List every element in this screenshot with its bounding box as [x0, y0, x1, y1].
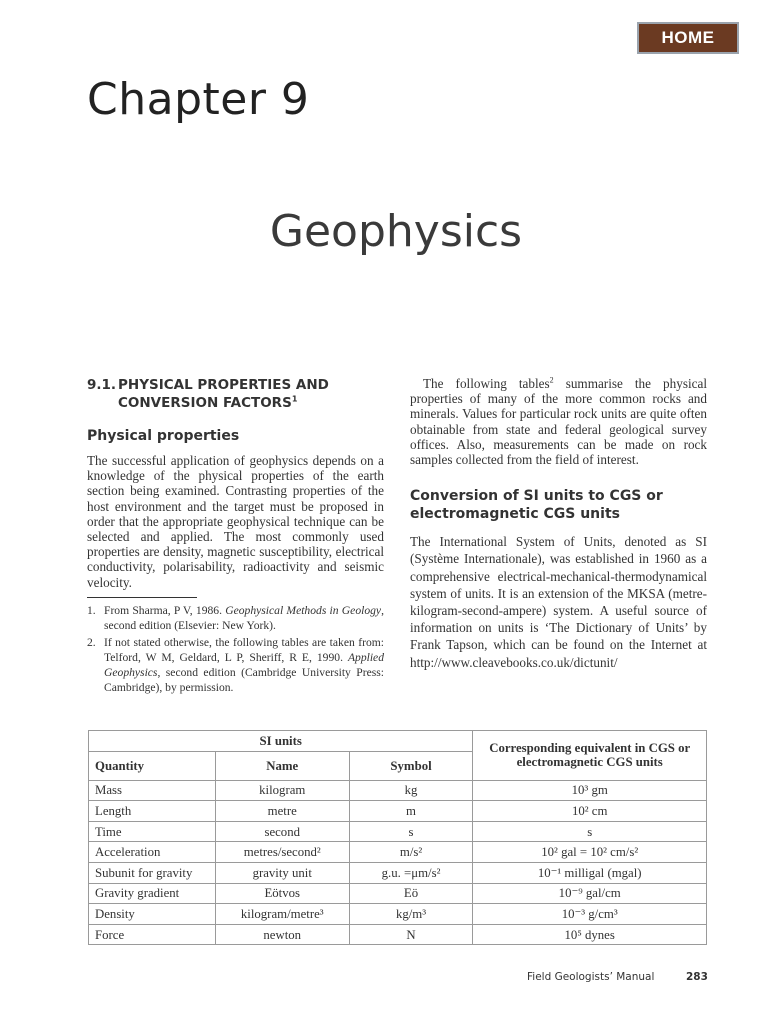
- equivalent-cell: 10³ gm: [473, 780, 707, 801]
- name-cell: Eötvos: [215, 883, 349, 904]
- footer-book-title: Field Geologists’ Manual: [527, 971, 655, 983]
- left-column: [87, 376, 384, 697]
- symbol-cell: kg: [349, 780, 473, 801]
- quantity-cell: Force: [89, 924, 216, 945]
- quantity-cell: Length: [89, 801, 216, 822]
- equivalent-cell: 10² cm: [473, 801, 707, 822]
- si-units-header: SI units: [89, 731, 473, 752]
- symbol-cell: Eö: [349, 883, 473, 904]
- symbol-cell: N: [349, 924, 473, 945]
- si-units-paragraph: The International System of Units, denoted as SI (Système Internationale), was established in 1960 as a comprehensive electrical-mechanical-thermodynamical system of units. It is an extension of the MKSA (metre-kilogram-second-ampere) system. A useful source of information on units is ‘The Dictionary of Units’ by Frank Tapson, which can be found on the Internet at http://www.cleavebooks.co.uk/dictunit/: [410, 534, 707, 670]
- physical-properties-paragraph: The successful application of geophysics depends on a knowledge of the physical properties of the earth section being examined. Contrasting properties of the host environment and the target must be proposed in order that the appropriate geophysical technique can be selected and applied. The most commonly used properties are density, magnetic susceptibility, electrical conductivity, polarisability, radioactivity and seismic velocity.: [87, 453, 384, 590]
- table-row: [89, 924, 707, 945]
- footnote-number: 2.: [87, 635, 96, 649]
- table-row: [89, 904, 707, 925]
- name-header: Name: [215, 751, 349, 780]
- home-button[interactable]: HOME: [637, 22, 739, 54]
- table-row: [89, 842, 707, 863]
- name-cell: newton: [215, 924, 349, 945]
- symbol-cell: m: [349, 801, 473, 822]
- quantity-cell: Gravity gradient: [89, 883, 216, 904]
- footnote-number: 1.: [87, 603, 96, 617]
- footer-page-number: 283: [686, 971, 708, 983]
- table-row: [89, 801, 707, 822]
- footnote-ref-1: 1: [291, 394, 298, 404]
- footnote-ref-2: 2: [549, 375, 554, 385]
- conversion-heading: Conversion of SI units to CGS or electromagnetic CGS units: [410, 488, 663, 523]
- footnote-2: [87, 635, 384, 695]
- chapter-title: Geophysics: [269, 206, 523, 257]
- symbol-cell: s: [349, 821, 473, 842]
- table-row: [89, 883, 707, 904]
- symbol-cell: g.u. =μm/s²: [349, 862, 473, 883]
- section-heading: [87, 376, 384, 412]
- equivalent-cell: s: [473, 821, 707, 842]
- right-column: [410, 376, 707, 671]
- equivalent-cell: 10⁻⁹ gal/cm: [473, 883, 707, 904]
- quantity-cell: Mass: [89, 780, 216, 801]
- quantity-cell: Acceleration: [89, 842, 216, 863]
- quantity-header: Quantity: [89, 751, 216, 780]
- equivalent-cell: 10⁵ dynes: [473, 924, 707, 945]
- table-header-row: [89, 731, 707, 752]
- name-cell: gravity unit: [215, 862, 349, 883]
- equivalent-cell: 10⁻³ g/cm³: [473, 904, 707, 925]
- chapter-label: Chapter 9: [87, 74, 310, 125]
- symbol-cell: m/s²: [349, 842, 473, 863]
- symbol-header: Symbol: [349, 751, 473, 780]
- footnote-text: If not stated otherwise, the following tables are taken from: Telford, W M, Geldard, L P, Sheriff, R E, 1990. Applied Geophysics, second edition (Cambridge University Press: Cambridge), by permission.: [104, 635, 384, 694]
- footnote-1: [87, 603, 384, 633]
- quantity-cell: Subunit for gravity: [89, 862, 216, 883]
- cgs-equivalent-header: Corresponding equivalent in CGS or electromagnetic CGS units: [473, 731, 707, 781]
- quantity-cell: Density: [89, 904, 216, 925]
- name-cell: metre: [215, 801, 349, 822]
- footnote-divider: [87, 597, 197, 598]
- table-row: [89, 780, 707, 801]
- section-number: 9.1.: [87, 377, 117, 393]
- table-row: [89, 862, 707, 883]
- section-title: PHYSICAL PROPERTIES AND CONVERSION FACTORS$^1$: [118, 377, 329, 411]
- footnote-text: From Sharma, P V, 1986. Geophysical Methods in Geology, second edition (Elsevier: New York).: [104, 603, 384, 632]
- equivalent-cell: 10⁻¹ milligal (mgal): [473, 862, 707, 883]
- name-cell: kilogram/metre³: [215, 904, 349, 925]
- name-cell: metres/second²: [215, 842, 349, 863]
- si-conversion-table: [88, 730, 707, 945]
- physical-properties-heading: Physical properties: [87, 428, 240, 444]
- table-row: [89, 821, 707, 842]
- name-cell: second: [215, 821, 349, 842]
- equivalent-cell: 10² gal = 10² cm/s²: [473, 842, 707, 863]
- tables-intro-paragraph: The following tables$^2$ summarise the physical properties of many of the more common rocks and minerals. Values for particular rock units are quite often obtainable from state and federal geological survey offices. Also, measurements can be made on rock samples collected from the field of interest.: [410, 375, 707, 468]
- symbol-cell: kg/m³: [349, 904, 473, 925]
- quantity-cell: Time: [89, 821, 216, 842]
- name-cell: kilogram: [215, 780, 349, 801]
